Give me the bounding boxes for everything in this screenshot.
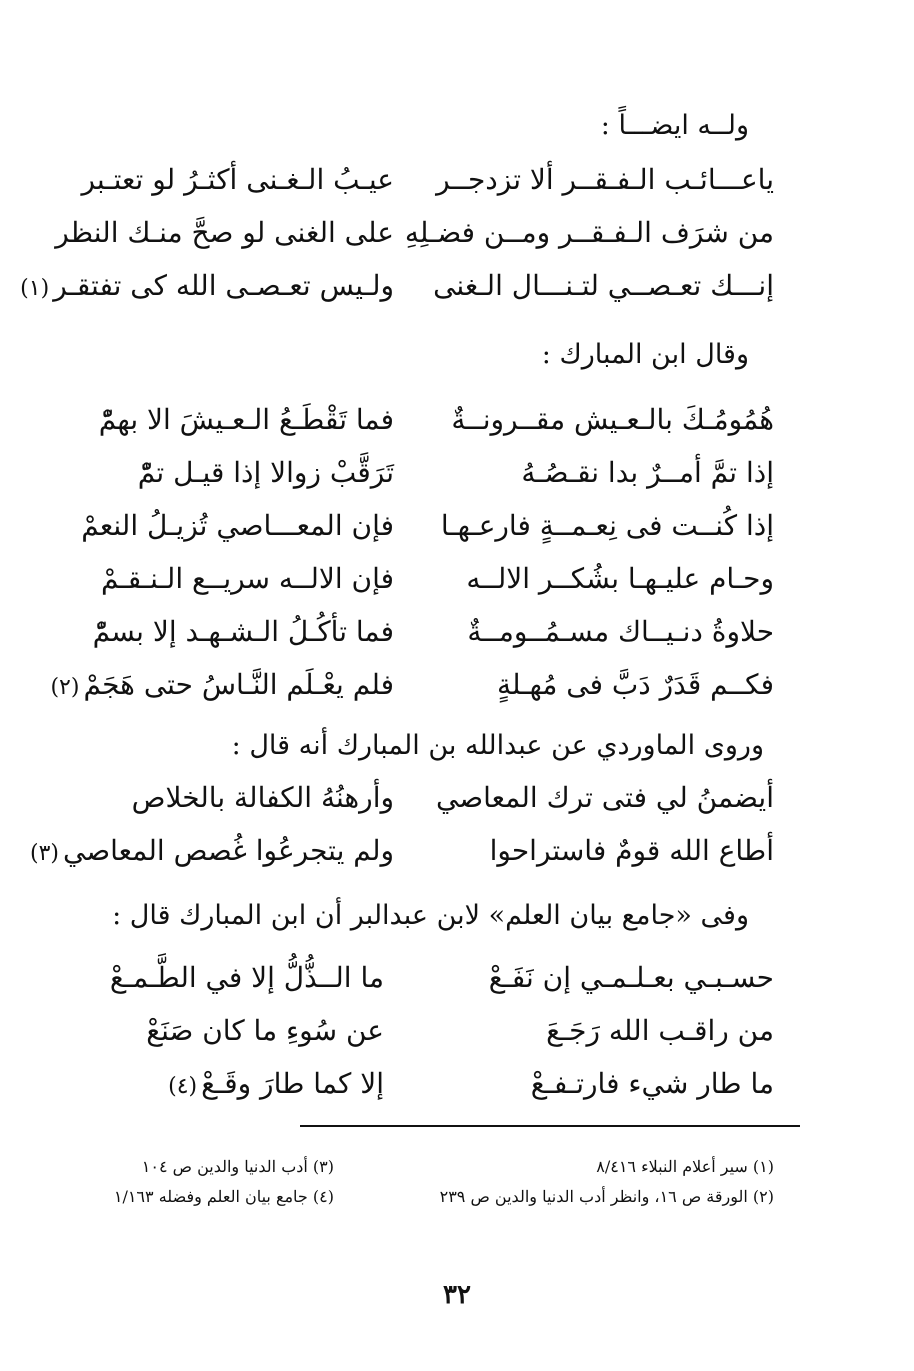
- verse: [0, 1006, 914, 1059]
- verse-first-hemistich: حلاوةُ دنـيــاك مسـمُــومــةٌ: [467, 615, 774, 648]
- intro-line-1: ولــه ايضـــاً :: [600, 110, 749, 141]
- verse-second-hemistich: ما الــذُّلُّ إلا في الطَّـمـعْ: [109, 961, 384, 994]
- footnote-marker: (٢): [50, 675, 80, 700]
- verse-second-hemistich: فما تَقْطَـعُ الـعـيشَ الا بهمّْ: [98, 403, 394, 436]
- verse: [0, 773, 914, 826]
- verse-first-hemistich: فكــم قَدَرٌ دَبَّ فى مُهـلةٍ: [496, 668, 774, 701]
- verse: [0, 607, 914, 660]
- verse-second-hemistich: عن سُوءِ ما كان صَنَعْ: [146, 1014, 384, 1047]
- footnote-marker: (٤): [168, 1074, 198, 1099]
- verse-second-hemistich: وأرهنُهُ الكفالة بالخلاص: [131, 781, 394, 814]
- verse-second-hemistich: على الغنى لو صحَّ منـك النظر: [55, 216, 394, 249]
- verse: [0, 554, 914, 607]
- verse-first-hemistich: ما طار شيء فارتـفـعْ: [530, 1067, 774, 1100]
- footnotes-right-column: [440, 1152, 774, 1212]
- page-number: ٣٢: [443, 1280, 471, 1310]
- verse: [0, 448, 914, 501]
- verse-second-hemistich: تَرَقَّبْ زوالا إذا قيـل تمّْ: [137, 456, 394, 489]
- verse-first-hemistich: أيضمنُ لي فتى ترك المعاصي: [436, 781, 774, 814]
- intro-line-3: وروى الماوردي عن عبدالله بن المبارك أنه قال :: [231, 730, 764, 761]
- footnote: (٤) جامع بيان العلم وفضله ١/١٦٣: [113, 1187, 334, 1206]
- footnote-marker: (١): [20, 276, 50, 301]
- footnote-marker: (٣): [30, 841, 60, 866]
- verse-first-hemistich: إنـــك تعـصــي لتـنـــال الـغنى: [433, 269, 774, 302]
- intro-line-4: وفى «جامع بيان العلم» لابن عبدالبر أن ابن المبارك قال :: [112, 900, 749, 931]
- footnote: (٢) الورقة ص ١٦، وانظر أدب الدنيا والدين ص ٢٣٩: [439, 1187, 774, 1206]
- verse: [0, 826, 914, 879]
- verse: [0, 208, 914, 261]
- stanza-2: [0, 395, 914, 713]
- footnote: (١) سير أعلام النبلاء ٨/٤١٦: [596, 1157, 774, 1176]
- verse-first-hemistich: أطاع الله قومٌ فاستراحوا: [489, 834, 774, 867]
- verse: [0, 501, 914, 554]
- verse-first-hemistich: إذا كُنــت فى نِعـمــةٍ فارعـهـا: [440, 509, 774, 542]
- stanza-4: [0, 953, 914, 1112]
- verse-second-hemistich: ولـيس تعـصـى الله كى تفتقـر(١): [20, 269, 394, 302]
- verse: [0, 155, 914, 208]
- verse-second-hemistich: فلم يعْـلَم النَّـاسُ حتى هَجَمْ(٢): [50, 668, 394, 701]
- verse-first-hemistich: وحـام عليـهـا بشُكــر الالــه: [466, 562, 774, 595]
- verse-second-hemistich: إلا كما طارَ وقَـعْ(٤): [168, 1067, 384, 1100]
- verse-second-hemistich: فإن الالــه سريــع الـنـقـمْ: [100, 562, 394, 595]
- verse: [0, 261, 914, 314]
- footnote: (٣) أدب الدنيا والدين ص ١٠٤: [141, 1157, 334, 1176]
- footnotes-left-column: [114, 1152, 334, 1212]
- verse-second-hemistich: ولم يتجرعُوا غُصص المعاصي(٣): [30, 834, 394, 867]
- verse: [0, 395, 914, 448]
- verse-first-hemistich: إذا تمَّ أمــرٌ بدا نقـصُـهُ: [521, 456, 774, 489]
- verse-first-hemistich: من راقـب الله رَجَـعَ: [546, 1014, 774, 1047]
- verse-second-hemistich: فإن المعـــاصي تُزيـلُ النعمْ: [81, 509, 394, 542]
- verse: [0, 953, 914, 1006]
- verse-first-hemistich: حسـبـي بعـلـمـي إن نَفَـعْ: [488, 961, 774, 994]
- verse-second-hemistich: عيـبُ الـغـنى أكثـرُ لو تعتـبر: [81, 163, 394, 196]
- stanza-3: [0, 773, 914, 879]
- verse-second-hemistich: فما تأكُـلُ الـشـهـد إلا بسمّْ: [92, 615, 394, 648]
- verse-first-hemistich: هُمُومُـكَ بالـعـيش مقــرونــةٌ: [451, 403, 774, 436]
- intro-line-2: وقال ابن المبارك :: [541, 339, 749, 370]
- footnote-divider: [300, 1125, 800, 1127]
- verse-first-hemistich: من شرَف الـفـقــر ومــن فضـلِهِ: [404, 216, 774, 249]
- verse: [0, 1059, 914, 1112]
- verse: [0, 660, 914, 713]
- stanza-1: [0, 155, 914, 314]
- verse-first-hemistich: ياعـــائـب الـفـقــر ألا تزدجــر: [436, 163, 774, 196]
